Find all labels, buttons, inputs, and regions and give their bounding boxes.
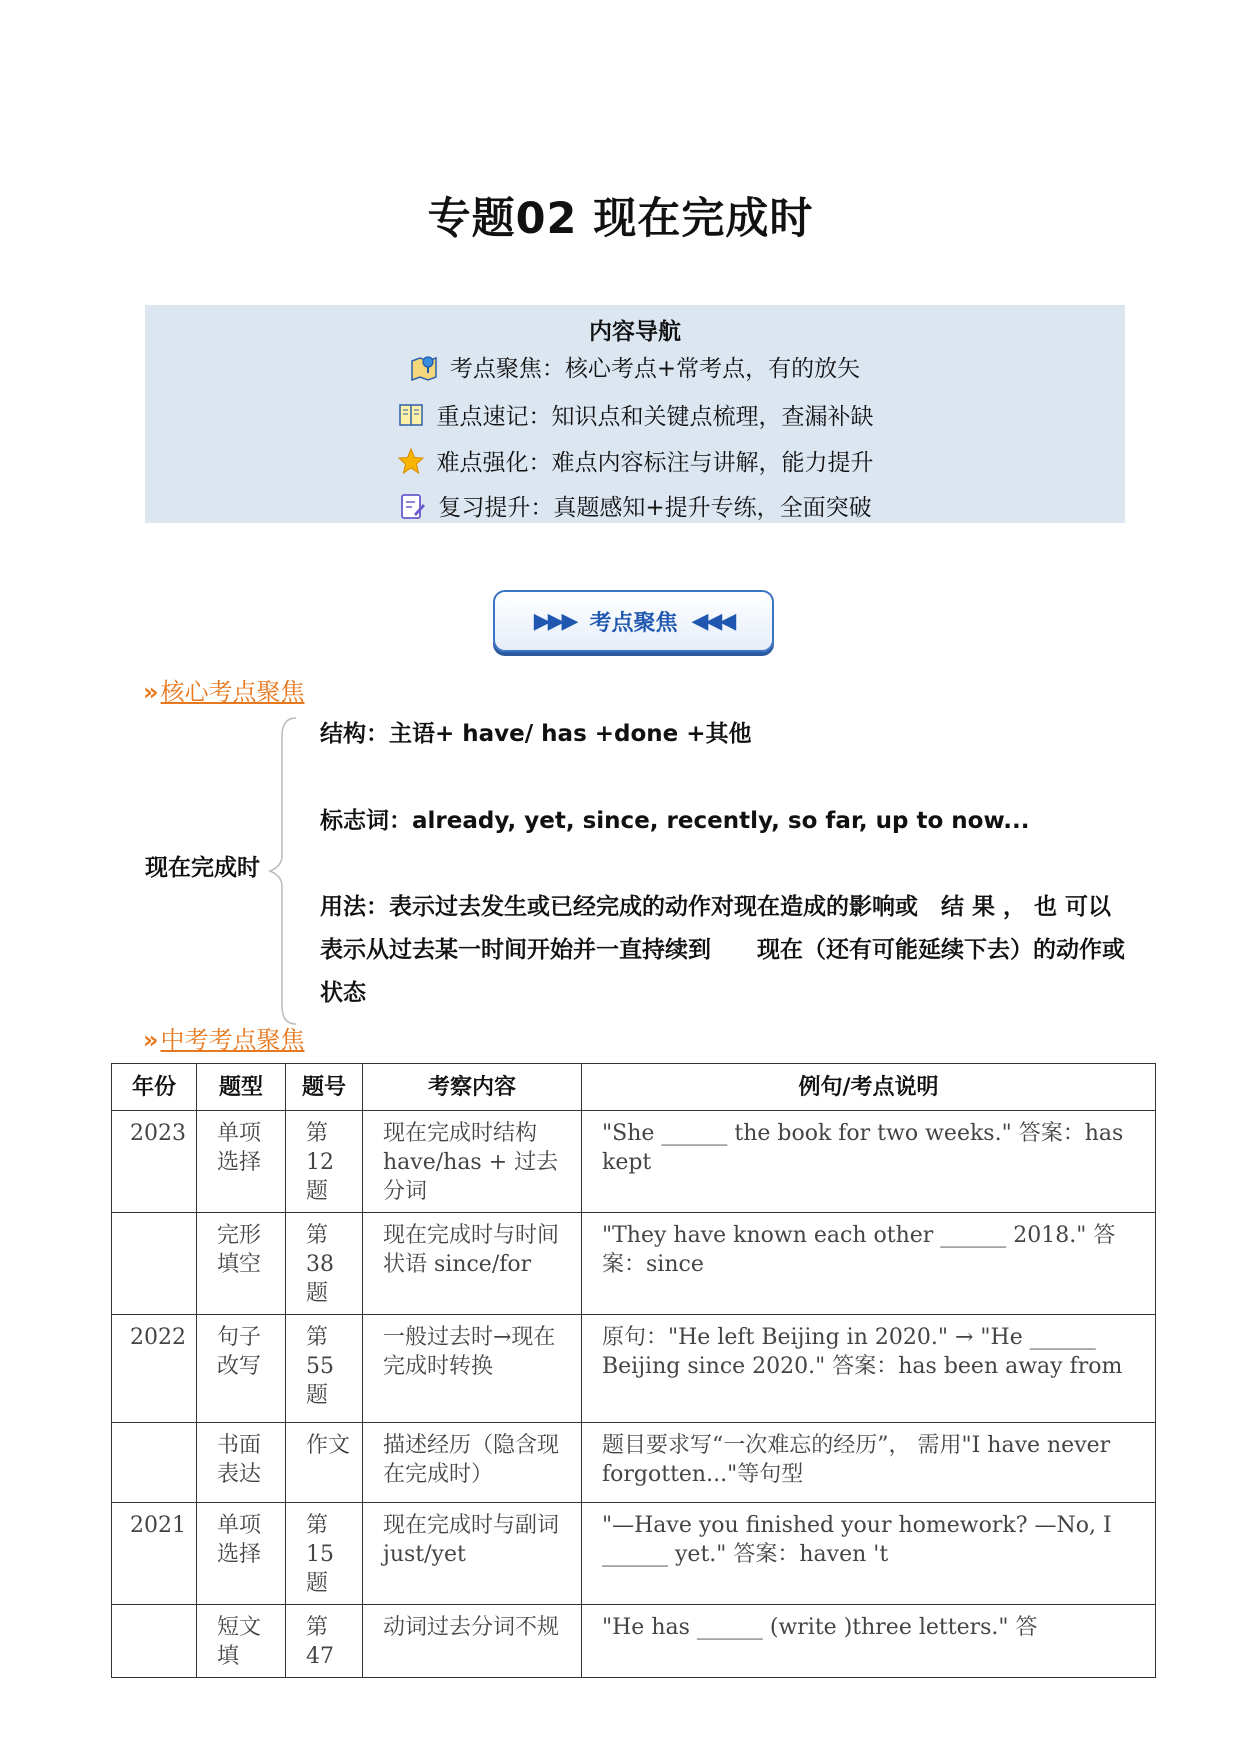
table-row — [112, 1423, 1156, 1503]
cell-example: 题目要求写“一次难忘的经历”， 需用"I have never forgotten..."等句型 — [582, 1423, 1156, 1503]
section-title[interactable]: 核心考点聚焦 — [160, 678, 305, 706]
col-header-example: 例句/考点说明 — [582, 1064, 1156, 1111]
cell-content: 现在完成时与副词 just/yet — [363, 1503, 582, 1605]
cell-type: 单项选择 — [197, 1111, 286, 1213]
nav-heading: 内容导航 — [589, 319, 681, 345]
table-row — [112, 1111, 1156, 1213]
cell-number: 第 15 题 — [286, 1503, 363, 1605]
cell-year — [112, 1213, 197, 1315]
cell-year — [112, 1423, 197, 1503]
cell-example: "She ______ the book for two weeks." 答案：has kept — [582, 1111, 1156, 1213]
mindmap-brace — [268, 716, 298, 1026]
banner-label: 考点聚焦 — [589, 610, 678, 636]
nav-item-text: 考点聚焦：核心考点+常考点，有的放矢 — [449, 356, 861, 382]
cell-year: 2022 — [112, 1315, 197, 1423]
section-heading-exam — [143, 1020, 305, 1055]
section-heading-core — [143, 672, 305, 707]
table-row — [112, 1503, 1156, 1605]
table-row — [112, 1213, 1156, 1315]
cell-number: 第 47 — [286, 1605, 363, 1678]
cell-number: 作文 — [286, 1423, 363, 1503]
cell-type: 单项选择 — [197, 1503, 286, 1605]
col-header-content: 考察内容 — [363, 1064, 582, 1111]
nav-item-text: 难点强化：难点内容标注与讲解，能力提升 — [436, 450, 874, 476]
cell-content: 现在完成时结构 have/has + 过去分词 — [363, 1111, 582, 1213]
cell-type: 短文填 — [197, 1605, 286, 1678]
star-icon — [397, 447, 425, 475]
mindmap-root: 现在完成时 — [145, 855, 260, 881]
map-pin-icon — [410, 353, 438, 381]
cell-example: "He has ______ (write )three letters." 答 — [582, 1605, 1156, 1678]
cell-example: "—Have you finished your homework? —No, I ______ yet." 答案：haven 't — [582, 1503, 1156, 1605]
table-header-row — [112, 1064, 1156, 1111]
focus-banner — [493, 590, 774, 652]
cell-content: 一般过去时→现在完成时转换 — [363, 1315, 582, 1423]
cell-type: 完形填空 — [197, 1213, 286, 1315]
double-chevron-icon: » — [143, 1026, 159, 1054]
cell-content: 描述经历（隐含现在完成时） — [363, 1423, 582, 1503]
cell-example: "They have known each other ______ 2018." 答案：since — [582, 1213, 1156, 1315]
nav-item-difficulty[interactable] — [145, 444, 1125, 477]
mindmap-signal-words: 标志词：already, yet, since, recently, so far, up to now... — [320, 808, 1030, 834]
nav-item-review[interactable] — [145, 489, 1125, 522]
edit-note-icon — [398, 492, 426, 520]
col-header-number: 题号 — [286, 1064, 363, 1111]
nav-item-focus[interactable] — [145, 350, 1125, 383]
cell-year: 2021 — [112, 1503, 197, 1605]
left-arrows-icon: ◀◀◀ — [691, 608, 734, 634]
content-navigation-box — [145, 305, 1125, 523]
cell-year — [112, 1605, 197, 1678]
cell-type: 句子改写 — [197, 1315, 286, 1423]
nav-item-text: 复习提升：真题感知+提升专练，全面突破 — [438, 495, 872, 521]
mindmap-usage: 用法：表示过去发生或已经完成的动作对现在造成的影响或 结 果 ， 也 可以表示从过去某一时间开始并一直持续到 现在（还有可能延续下去）的动作或状态 — [320, 894, 1125, 1006]
exam-points-table — [111, 1063, 1156, 1678]
nav-item-text: 重点速记：知识点和关键点梳理，查漏补缺 — [436, 404, 874, 430]
right-arrows-icon: ▶▶▶ — [533, 608, 576, 634]
table-row — [112, 1605, 1156, 1678]
nav-item-memo[interactable] — [145, 398, 1125, 431]
col-header-type: 题型 — [197, 1064, 286, 1111]
col-header-year: 年份 — [112, 1064, 197, 1111]
book-icon — [397, 401, 425, 429]
section-title[interactable]: 中考考点聚焦 — [160, 1026, 305, 1054]
table-row — [112, 1315, 1156, 1423]
cell-number: 第 55 题 — [286, 1315, 363, 1423]
cell-content: 现在完成时与时间状语 since/for — [363, 1213, 582, 1315]
cell-example: 原句："He left Beijing in 2020." → "He ______ Beijing since 2020." 答案：has been away from — [582, 1315, 1156, 1423]
mindmap-structure: 结构：主语+ have/ has +done +其他 — [320, 721, 752, 747]
double-chevron-icon: » — [143, 678, 159, 706]
cell-content: 动词过去分词不规 — [363, 1605, 582, 1678]
cell-number: 第 12 题 — [286, 1111, 363, 1213]
cell-year: 2023 — [112, 1111, 197, 1213]
cell-type: 书面表达 — [197, 1423, 286, 1503]
cell-number: 第 38 题 — [286, 1213, 363, 1315]
page-title: 专题02 现在完成时 — [427, 194, 814, 244]
